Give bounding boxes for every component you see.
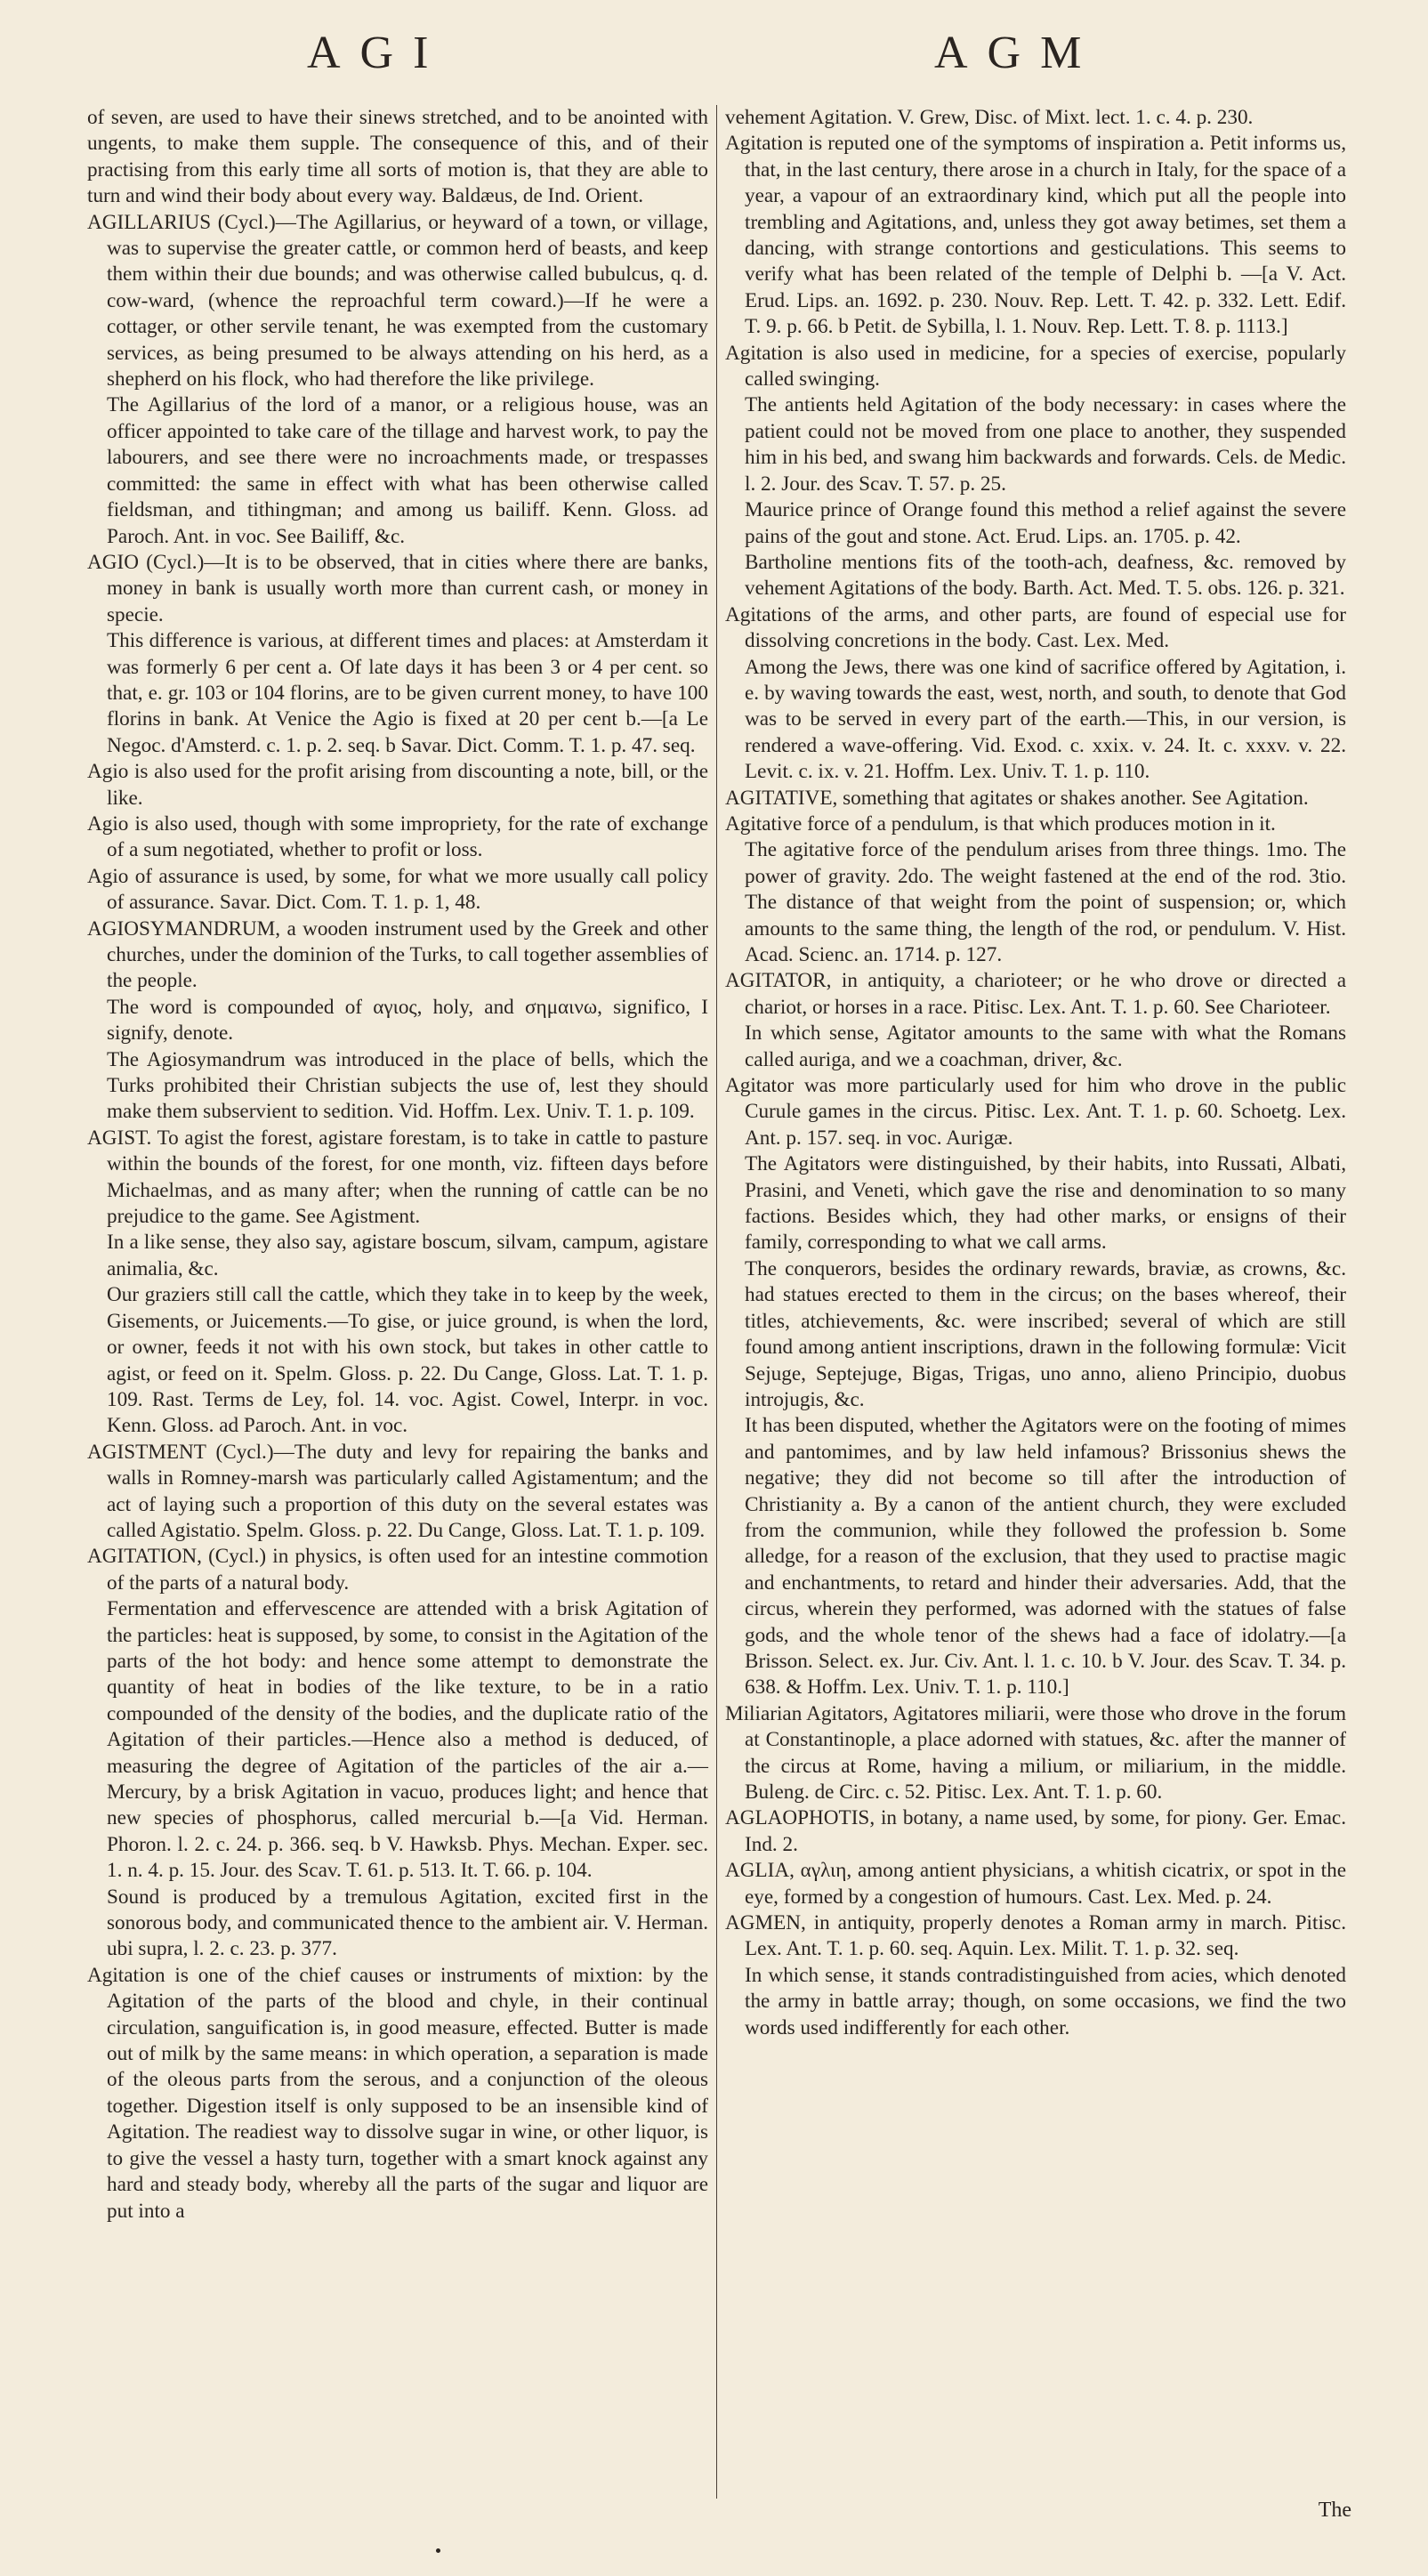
catchword: The	[1318, 2499, 1351, 2522]
dictionary-entry: AGIO (Cycl.)—It is to be observed, that in cities where there are banks, money in bank is usually worth more than current cash, or money in specie.	[87, 550, 708, 626]
dictionary-entry: Agio is also used, though with some impropriety, for the rate of exchange of a sum negotiated, whether to profit or loss.	[87, 812, 708, 862]
dictionary-entry: Agitation is also used in medicine, for a species of exercise, popularly called swinging.	[725, 341, 1346, 392]
dictionary-entry: of seven, are used to have their sinews stretched, and to be anointed with ungents, to make them supple. The consequence of this, and of their practising from this early time all sorts of motion is, that they are able to turn and wind their body about every way. Baldæus, de Ind. Orient.	[87, 106, 708, 208]
dictionary-entry: Agio of assurance is used, by some, for what we more usually call policy of assurance. Savar. Dict. Com. T. 1. p. 1, 48.	[87, 864, 708, 915]
dictionary-entry: Our graziers still call the cattle, which they take in to keep by the week, Gisements, or Juicements.—To gise, or juice ground, is when the lord, or owner, feeds it not with his own stock, but takes in other cattle to agist, or feed on it. Spelm. Gloss. p. 22. Du Cange, Gloss. Lat. T. 1. p. 109. Rast. Terms de Ley, fol. 14. voc. Agist. Cowel, Interpr. in voc. Kenn. Gloss. ad Paroch. Ant. in voc.	[107, 1283, 708, 1438]
signature-dot	[436, 2548, 440, 2553]
dictionary-entry: The Agiosymandrum was introduced in the place of bells, which the Turks prohibited their Christian subjects the use of, lest they should make them subservient to sedition. Vid. Hoffm. Lex. Univ. T. 1. p. 109.	[107, 1047, 708, 1124]
dictionary-entry: Bartholine mentions fits of the tooth-ach, deafness, &c. removed by vehement Agitations of the body. Barth. Act. Med. T. 5. obs. 126. p. 321.	[745, 550, 1346, 601]
dictionary-entry: AGLIA, αγλιη, among antient physicians, a whitish cicatrix, or spot in the eye, formed by a congestion of humours. Cast. Lex. Med. p. 24.	[725, 1859, 1346, 1909]
dictionary-entry: Among the Jews, there was one kind of sacrifice offered by Agitation, i. e. by waving towards the east, west, north, and south, to denote that God was to be served in every part of the earth.—This, in our version, is rendered a wave-offering. Vid. Exod. c. xxix. v. 24. It. c. xxxv. v. 22. Levit. c. ix. v. 21. Hoffm. Lex. Univ. T. 1. p. 110.	[745, 655, 1346, 784]
dictionary-entry: The agitative force of the pendulum arises from three things. 1mo. The power of gravity. 2do. The weight fastened at the end of the rod. 3tio. The distance of that weight from the point of suspension; or, which amounts to the same thing, the length of the rod, or pendulum. V. Hist. Acad. Scienc. an. 1714. p. 127.	[745, 838, 1346, 966]
dictionary-entry: The conquerors, besides the ordinary rewards, braviæ, as crowns, &c. had statues erected to them in the circus; on the bases whereof, their titles, atchievements, &c. were inscribed; several of which are still found among antient inscriptions, drawn in the following formulæ: Vicit Sejuge, Septejuge, Bigas, Trigas, uno anno, alieno Principio, duobus introjugis, &c.	[745, 1256, 1346, 1411]
dictionary-entry: Agitation is reputed one of the symptoms of inspiration a. Petit informs us, that, in the last century, there arose in a church in Italy, for the space of a year, a vapour of an extraordinary kind, which put all the people into trembling and Agitations, and, unless they got away betimes, set them a dancing, with strange contortions and gesticulations. This seems to verify what has been related of the temple of Delphi b. —[a V. Act. Erud. Lips. an. 1692. p. 230. Nouv. Rep. Lett. T. 42. p. 332. Lett. Edif. T. 9. p. 66. b Petit. de Sybilla, l. 1. Nouv. Rep. Lett. T. 8. p. 1113.]	[725, 132, 1346, 339]
left-column	[87, 105, 708, 2225]
dictionary-entry: The Agitators were distinguished, by their habits, into Russati, Albati, Prasini, and Veneti, which gave the rise and denomination to so many factions. Besides which, they had other marks, or ensigns of their family, corresponding to what we call arms.	[745, 1152, 1346, 1255]
dictionary-entry: AGITATION, (Cycl.) in physics, is often used for an intestine commotion of the parts of a natural body.	[87, 1545, 708, 1595]
dictionary-entry: Agitations of the arms, and other parts, are found of especial use for dissolving concretions in the body. Cast. Lex. Med.	[725, 602, 1346, 653]
dictionary-entry: Agitation is one of the chief causes or instruments of mixtion: by the Agitation of the parts of the blood and chyle, in their continual circulation, sanguification is, in good measure, effected. Butter is made out of milk by the same means: in which operation, a separation is made of the oleous parts from the serous, and a conjunction of the oleous together. Digestion itself is only supposed to be an insensible kind of Agitation. The readiest way to dissolve sugar in wine, or other liquor, is to give the vessel a hasty turn, together with a smart knock against any hard and steady body, whereby all the parts of the sugar and liquor are put into a	[87, 1963, 708, 2223]
dictionary-entry: In a like sense, they also say, agistare boscum, silvam, campum, agistare animalia, &c.	[107, 1231, 708, 1280]
dictionary-entry: AGMEN, in antiquity, properly denotes a Roman army in march. Pitisc. Lex. Ant. T. 1. p. 60. seq. Aquin. Lex. Milit. T. 1. p. 32. seq.	[725, 1911, 1346, 1961]
dictionary-entry: The antients held Agitation of the body necessary: in cases where the patient could not be moved from one place to another, they suspended him in his bed, and swang him backwards and forwards. Cels. de Medic. l. 2. Jour. des Scav. T. 57. p. 25.	[745, 393, 1346, 496]
dictionary-entry: AGILLARIUS (Cycl.)—The Agillarius, or heyward of a town, or village, was to supervise the greater cattle, or common herd of beasts, and keep them within their due bounds; and was otherwise called bubulcus, q. d. cow-ward, (whence the reproachful term coward.)—If he were a cottager, or other servile tenant, he was exempted from the customary services, as being presumed to be always attending on his herd, as a shepherd on his flock, who had therefore the like privilege.	[87, 210, 708, 392]
dictionary-entry: Agitator was more particularly used for him who drove in the public Curule games in the circus. Pitisc. Lex. Ant. T. 1. p. 60. Schoetg. Lex. Ant. p. 157. seq. in voc. Aurigæ.	[725, 1074, 1346, 1150]
dictionary-entry: Maurice prince of Orange found this method a relief against the severe pains of the gout and stone. Act. Erud. Lips. an. 1705. p. 42.	[745, 498, 1346, 548]
dictionary-entry: In which sense, it stands contradistinguished from acies, which denoted the army in battle array; though, on some occasions, we find the two words used indifferently for each other.	[745, 1963, 1346, 2039]
dictionary-entry: AGIST. To agist the forest, agistare forestam, is to take in cattle to pasture within the bounds of the forest, for one month, viz. fifteen days before Michaelmas, and as many after; when the running of cattle can be no prejudice to the game. See Agistment.	[87, 1126, 708, 1229]
dictionary-entry: This difference is various, at different times and places: at Amsterdam it was formerly 6 per cent a. Of late days it has been 3 or 4 per cent. so that, e. gr. 103 or 104 florins, are to be given current money, to have 100 florins in bank. At Venice the Agio is fixed at 20 per cent b.—[a Le Negoc. d'Amsterd. c. 1. p. 2. seq. b Savar. Dict. Comm. T. 1. p. 47. seq.	[107, 629, 708, 757]
running-header	[0, 27, 1428, 89]
dictionary-entry: The Agillarius of the lord of a manor, or a religious house, was an officer appointed to take care of the tillage and harvest work, to pay the labourers, and see there were no incroachments made, or trespasses committed: the same in effect with what has been otherwise called fieldsman, and tithingman; and among us bailiff. Kenn. Gloss. ad Paroch. Ant. in voc. See Bailiff, &c.	[107, 393, 708, 548]
dictionary-entry: AGITATOR, in antiquity, a charioteer; or he who drove or directed a chariot, or horses in a race. Pitisc. Lex. Ant. T. 1. p. 60. See Charioteer.	[725, 969, 1346, 1019]
column-divider	[716, 105, 717, 2499]
dictionary-entry: vehement Agitation. V. Grew, Disc. of Mixt. lect. 1. c. 4. p. 230.	[725, 106, 1254, 129]
dictionary-entry: AGLAOPHOTIS, in botany, a name used, by some, for piony. Ger. Emac. Ind. 2.	[725, 1806, 1346, 1856]
dictionary-entry: Fermentation and effervescence are attended with a brisk Agitation of the particles: heat is supposed, by some, to consist in the Agitation of the parts of the hot body: and hence some attempt to demonstrate the quantity of heat in bodies of the like texture, to be in a ratio compounded of the density of the bodies, and the duplicate ratio of the Agitation of their particles.—Hence also a method is deduced, of measuring the degree of Agitation of the particles of the air a.—Mercury, by a brisk Agitation in vacuo, produces light; and hence that new species of phosphorus, called mercurial b.—[a Vid. Herman. Phoron. l. 2. c. 24. p. 366. seq. b V. Hawksb. Phys. Mechan. Exper. sec. 1. n. 4. p. 15. Jour. des Scav. T. 61. p. 513. It. T. 66. p. 104.	[107, 1597, 708, 1883]
dictionary-entry: Miliarian Agitators, Agitatores miliarii, were those who drove in the forum at Constantinople, a place adorned with statues, &c. after the manner of the circus at Rome, having a milium, or miliarium, in the middle. Buleng. de Circ. c. 52. Pitisc. Lex. Ant. T. 1. p. 60.	[725, 1701, 1346, 1804]
dictionary-entry: Sound is produced by a tremulous Agitation, excited first in the sonorous body, and communicated thence to the ambient air. V. Herman. ubi supra, l. 2. c. 23. p. 377.	[107, 1885, 708, 1961]
dictionary-entry: AGITATIVE, something that agitates or shakes another. See Agitation.	[725, 786, 1309, 810]
dictionary-entry: Agitative force of a pendulum, is that which produces motion in it.	[725, 812, 1276, 836]
header-right-guideword: AGM	[934, 28, 1101, 78]
dictionary-entry: The word is compounded of αγιος, holy, and σημαινω, significo, I signify, denote.	[107, 995, 708, 1046]
dictionary-entry: AGISTMENT (Cycl.)—The duty and levy for repairing the banks and walls in Romney-marsh was particularly called Agistamentum; and the act of laying such a proportion of this duty on the several estates was called Agistatio. Spelm. Gloss. p. 22. Du Cange, Gloss. Lat. T. 1. p. 109.	[87, 1440, 708, 1542]
header-left-guideword: AGI	[307, 28, 448, 78]
right-column	[725, 105, 1346, 2041]
dictionary-entry: In which sense, Agitator amounts to the same with what the Romans called auriga, and we a coachman, driver, &c.	[745, 1022, 1346, 1071]
dictionary-entry: AGIOSYMANDRUM, a wooden instrument used by the Greek and other churches, under the dominion of the Turks, to call together assemblies of the people.	[87, 917, 708, 993]
dictionary-entry: It has been disputed, whether the Agitators were on the footing of mimes and pantomimes, and by law held infamous? Brissonius shews the negative; they did not become so till after the introduction of Christianity a. By a canon of the antient church, they were excluded from the communion, while they followed the profession b. Some alledge, for a reason of the exclusion, that they used to practise magic and enchantments, to retard and hinder their adversaries. Add, that the circus, wherein they performed, was adorned with the statues of false gods, and the whole tenor of the shews had a face of idolatry.—[a Brisson. Select. ex. Jur. Civ. Ant. l. 1. c. 10. b V. Jour. des Scav. T. 34. p. 638. & Hoffm. Lex. Univ. T. 1. p. 110.]	[745, 1414, 1346, 1700]
dictionary-entry: Agio is also used for the profit arising from discounting a note, bill, or the like.	[87, 760, 708, 810]
